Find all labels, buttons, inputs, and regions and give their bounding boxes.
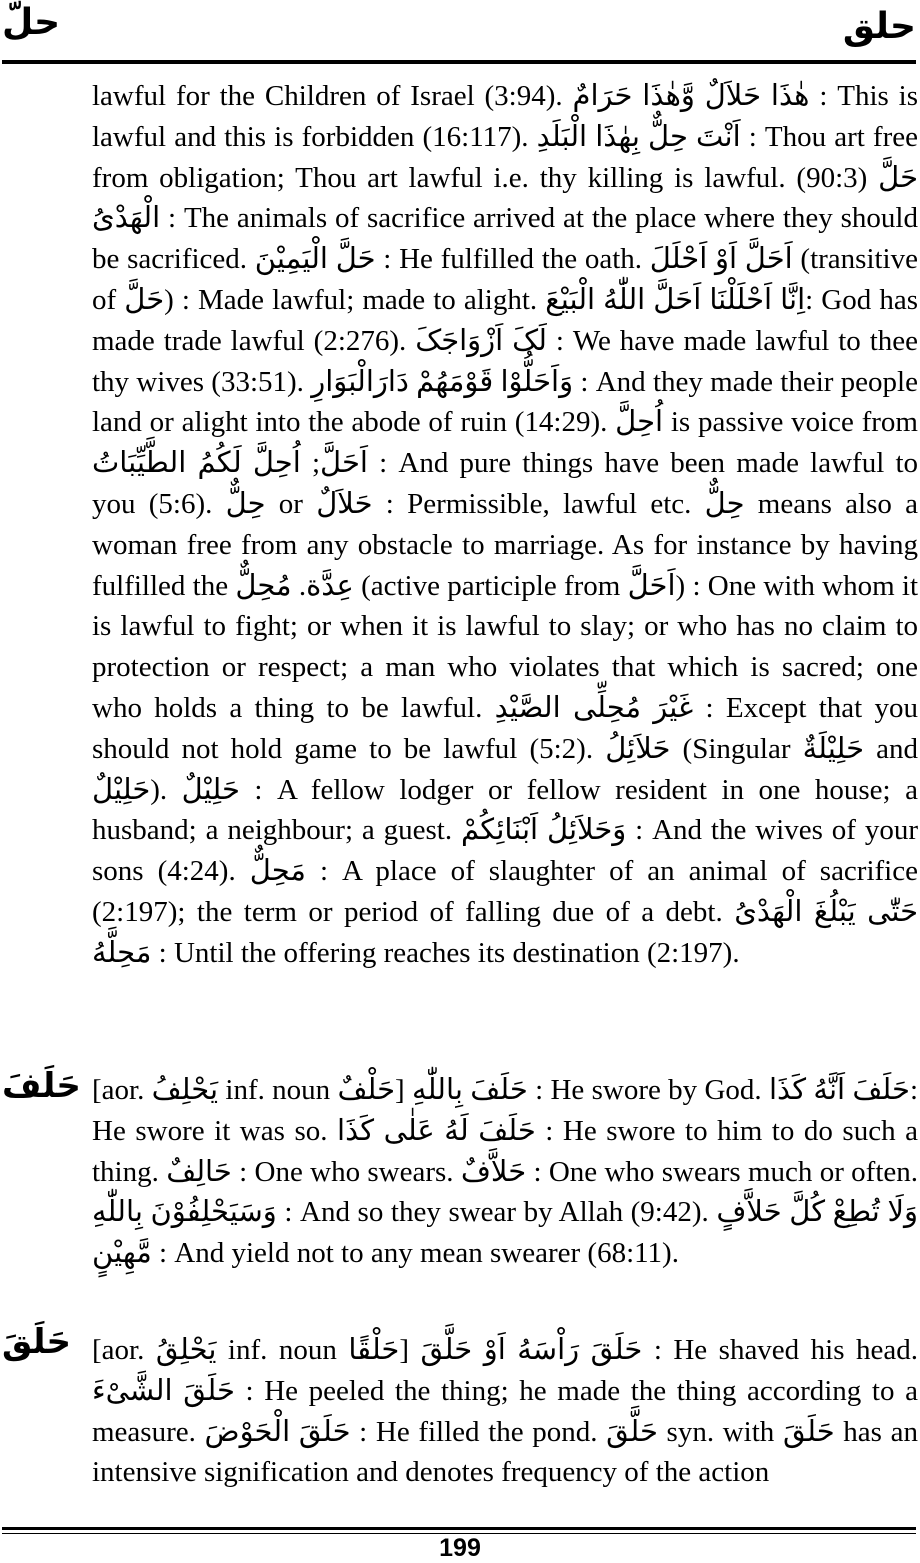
page-number: 199 [439,1534,481,1562]
header-rule [2,60,916,64]
entry-halafa-paragraph: [aor. یَحْلِفُ inf. noun حَلْفٌ] حَلَفَ بِاللّٰهِ : He swore by God. حَلَفَ اَنَّهُ کَذَا: He swore it was so. حَلَفَ لَهُ عَلٰی کَذَا : He swore to him to do such a thing. حَالِفٌ : One who swears. حَلاَّفٌ : One who swears much or often. وَسَیَحْلِفُوْنَ بِاللّٰهِ : And so they swear by Allah (9:42). وَلَا تُطِعْ کُلَّ حَلاَّفٍ مَّهِیْنٍ : And yield not to any mean swearer (68:11). [92,1074,919,1270]
entry-headword-halafa: حَلَفَ [2,1066,81,1106]
entry-halaqa-paragraph: [aor. یَحْلِقُ inf. noun حَلْقًا] حَلَقَ رَاْسَهُ اَوْ حَلَّقَ : He shaved his head. حَلَقَ الشَّیْءَ : He peeled the thing; he made the thing according to a measure. حَلَقَ الْحَوْضَ : He filled the pond. حَلَّقَ syn. with حَلَقَ has an intensive signification and denotes frequency of the action [92,1334,918,1489]
header-right-word: حلق [842,6,916,47]
entry-continuation-paragraph: lawful for the Children of Israel (3:94). هٰذَا حَلاَلٌ وَّهٰذَا حَرَامٌ : This is lawful and this is forbidden (16:117). اَنْتَ حِلٌّ بِهٰذَا الْبَلَدِ : Thou art free from obligation; Thou art lawful i.e. thy killing is lawful. (90:3) حَلَّ الْهَدْیُ : The animals of sacrifice arrived at the place where they should be sacrificed. حَلَّ الْیَمِیْنَ : He fulfilled the oath. اَحَلَّ اَوْ اَحْلَلَ (transitive of حَلَّ) : Made lawful; made to alight. اِنَّا اَحْلَلْنَا اَحَلَّ اللّٰهُ الْبَیْعَ: God has made trade lawful (2:276). لَکَ اَزْوَاجَکَ : We have made lawful to thee thy wives (33:51). وَاَحَلُّوْا قَوْمَهُمْ دَارَالْبَوَارِ : And they made their people land or alight into the abode of ruin (14:29). اُحِلَّ is passive voice from اَحَلَّ; اُحِلَّ لَکُمُ الطَّیِّبَاتُ : And pure things have been made lawful to you (5:6). حِلٌّ or حَلاَلٌ : Permissible, lawful etc. حِلٌّ means also a woman free from any obstacle to marriage. As for instance by having fulfilled the عِدَّة. مُحِلٌّ (active participle from اَحَلَّ) : One with whom it is lawful to fight; or when it is lawful to slay; or who has no claim to protection or respect; a man who violates that which is sacred; one who holds a thing to be lawful. غَیْرَ مُحِلِّی الصَّیْدِ : Except that you should not hold game to be lawful (5:2). حَلاَئِلُ (Singular حَلِیْلَةٌ and حَلِیْلٌ). حَلِیْلٌ : A fellow lodger or fellow resident in one house; a husband; a neighbour; a guest. وَحَلاَئِلُ اَبْنَائِکُمْ : And the wives of your sons (4:24). مَحِلٌّ : A place of slaughter of an animal of sacrifice (2:197); the term or period of falling due of a debt. حَتّٰی یَبْلُغَ الْهَدْیُ مَحِلَّهُ : Until the offering reaches its destination (2:197). [92,80,919,969]
entry-headword-halaqa: حَلَقَ [2,1322,72,1362]
footer-rule [2,1527,916,1530]
header-left-word: حلّ [2,2,61,43]
